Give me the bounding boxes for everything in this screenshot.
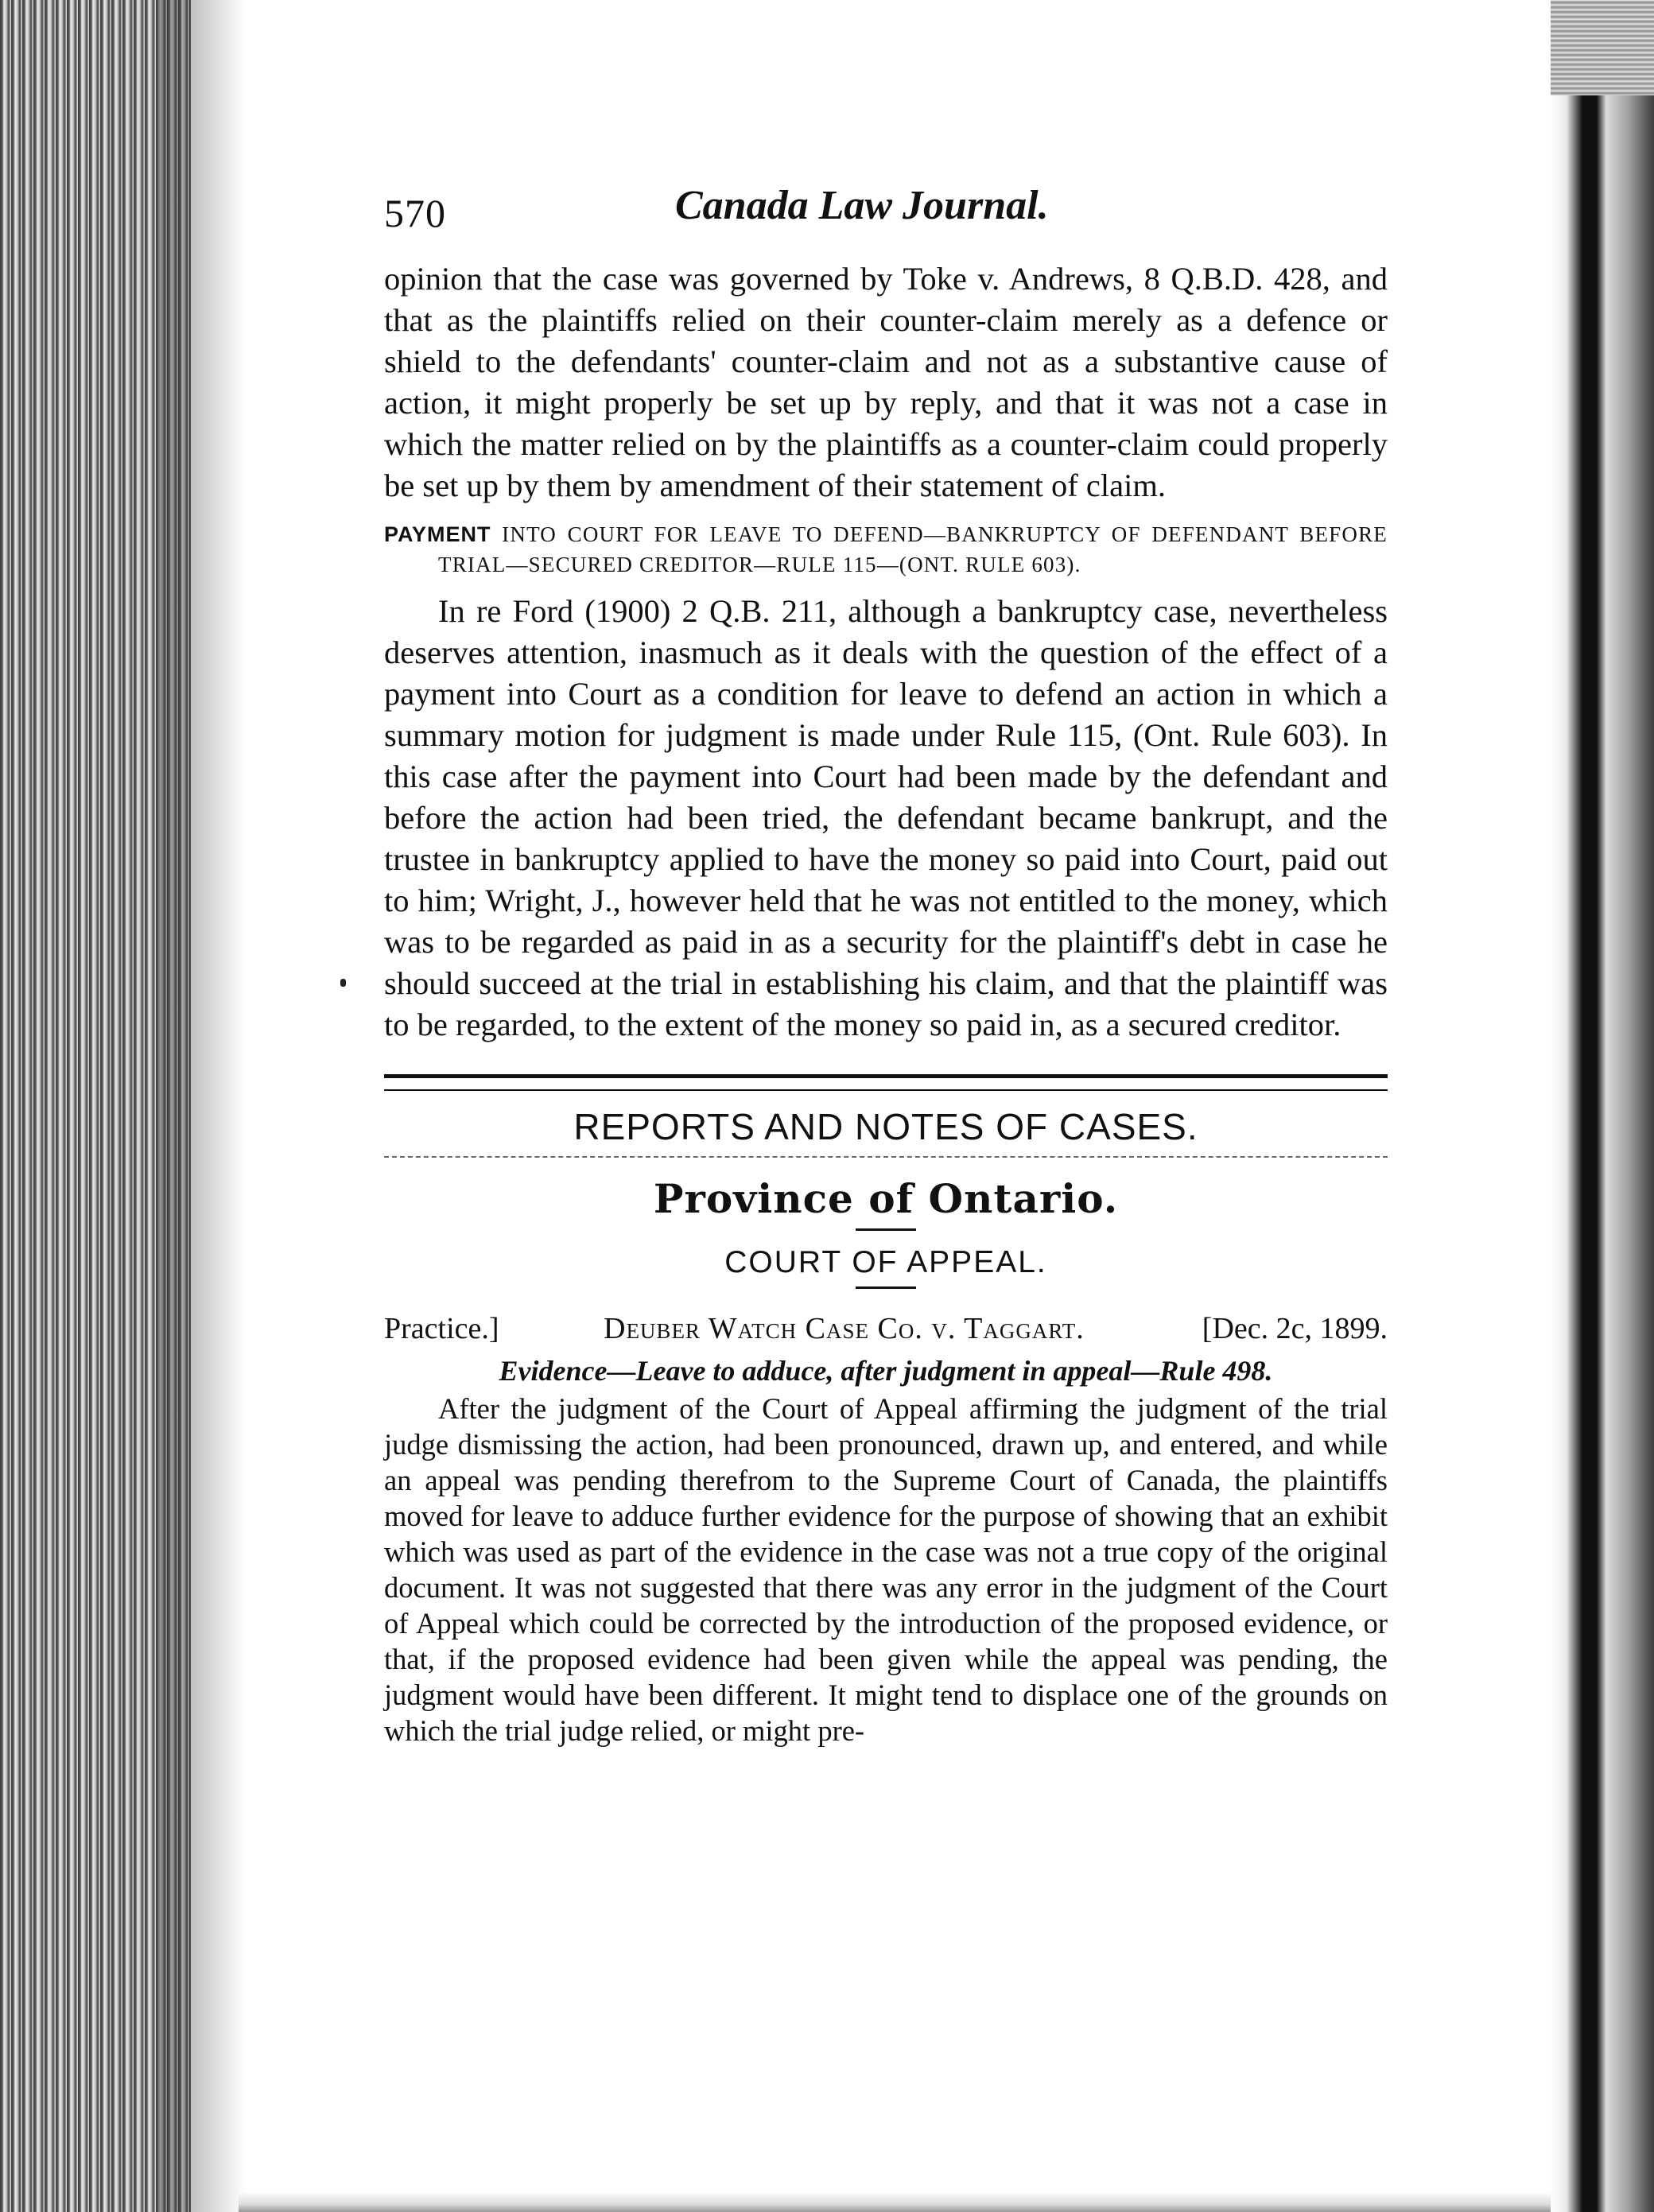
- page-corner-texture: [1551, 0, 1654, 95]
- journal-page: [384, 179, 1388, 1748]
- running-head: [384, 179, 1388, 258]
- province-title: Province of Ontario.: [653, 1175, 1119, 1222]
- margin-speck: [340, 979, 346, 987]
- case-caption-line: [384, 1311, 1388, 1351]
- opening-paragraph: opinion that the case was governed by Toke v. Andrews, 8 Q.B.D. 428, and that as the plaintiffs relied on their counter-claim merely as a defence or shield to the defendants' counter-claim and not as a substantive cause of action, it might properly be set up by reply, and that it was not a case in which the matter relied on by the plaintiffs as a counter-claim could properly be set up by them by amendment of their statement of claim.: [384, 261, 1388, 503]
- court-title: COURT OF APPEAL.: [724, 1245, 1047, 1279]
- page-right-edge: [1551, 0, 1654, 2212]
- headnote-text: INTO COURT FOR LEAVE TO DEFEND—BANKRUPTCY OF DEFENDANT BEFORE TRIAL—SECURED CREDITOR—RULE 115—(ONT. RULE 603).: [438, 522, 1388, 576]
- section-title: REPORTS AND NOTES OF CASES.: [573, 1106, 1198, 1147]
- section-underline: [384, 1156, 1388, 1158]
- journal-title: Canada Law Journal.: [675, 183, 1049, 228]
- case-category: Practice.]: [384, 1312, 499, 1345]
- gutter-shadow: [159, 0, 247, 2212]
- page-number: 570: [384, 191, 446, 235]
- case-catchline: Evidence—Leave to adduce, after judgment in appeal—Rule 498.: [499, 1355, 1273, 1387]
- ford-case-paragraph: In re Ford (1900) 2 Q.B. 211, although a bankruptcy case, nevertheless deserves attention, inasmuch as it deals with the question of the effect of a payment into Court as a condition for leave to defend an action in which a summary motion for judgment is made under Rule 115, (Ont. Rule 603). In this case after the payment into Court had been made by the defendant and before the action had been tried, the defendant became bankrupt, and the trustee in bankruptcy applied to have the money so paid into Court, paid out to him; Wright, J., however held that he was not entitled to the money, which was to be regarded as paid in as a security for the plaintiff's debt in case he should succeed at the trial in establishing his claim, and that the plaintiff was to be regarded, to the extent of the money so paid in, as a secured creditor.: [384, 593, 1388, 1042]
- case-caption: Deuber Watch Case Co. v. Taggart.: [604, 1312, 1085, 1345]
- report-paragraph: After the judgment of the Court of Appeal affirming the judgment of the trial judge dismissing the action, had been pronounced, drawn up, and entered, and while an appeal was pending therefrom to the Supreme Court of Canada, the plaintiffs moved for leave to adduce further evidence for the purpose of showing that an exhibit which was used as part of the evidence in the case was not a true copy of the original document. It was not suggested that there was any error in the judgment of the Court of Appeal which could be corrected by the introduction of the proposed evidence, or that, if the proposed evidence had been given while the appeal was pending, the judgment would have been different. It might tend to displace one of the grounds on which the trial judge relied, or might pre-: [384, 1392, 1388, 1747]
- province-rule: [856, 1228, 916, 1231]
- headnote-lead: PAYMENT: [384, 522, 491, 546]
- case-headnote: [384, 519, 1388, 580]
- case-date: [Dec. 2c, 1899.: [1202, 1312, 1388, 1345]
- court-rule: [856, 1286, 916, 1289]
- section-divider: [384, 1074, 1388, 1091]
- page-bottom-edge: [239, 2191, 1551, 2212]
